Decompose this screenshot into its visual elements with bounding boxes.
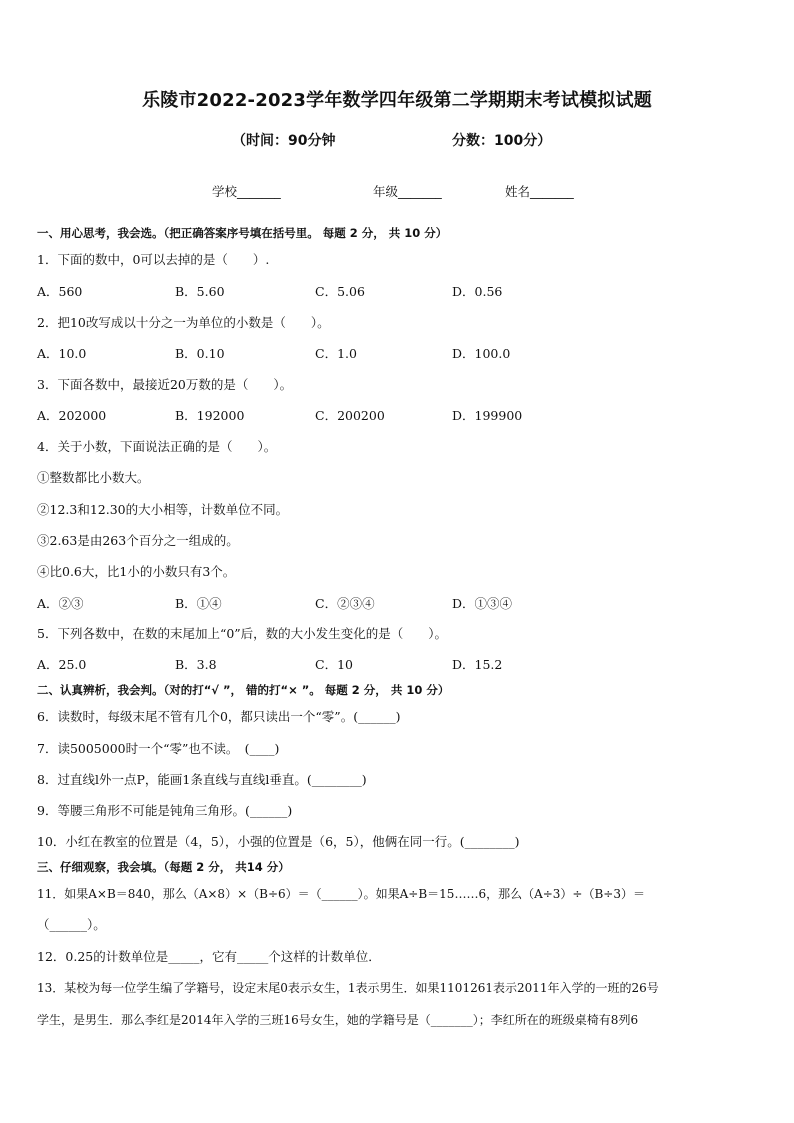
exam-score: 分数：100分） [452, 133, 552, 149]
school-field: 学校_______ [212, 184, 281, 199]
section-3-heading: 三、仔细观察，我会填。（每题 2 分， 共14 分） [37, 860, 290, 874]
q2-option-a: A．10.0 [37, 346, 87, 361]
section-2-heading: 二、认真辨析，我会判。（对的打“√ ”， 错的打“× ”。 每题 2 分， 共 10 分） [37, 683, 450, 697]
question-1: 1．下面的数中，0可以去掉的是（ ）. [37, 252, 270, 267]
question-11-line-2: （______）。 [37, 917, 106, 932]
q4-statement-2: ②12.3和12.30的大小相等，计数单位不同。 [37, 502, 289, 517]
q4-statement-4: ④比0.6大，比1小的小数只有3个。 [37, 564, 236, 579]
q3-option-b: B．192000 [175, 408, 245, 423]
question-11-line-1: 11．如果A×B＝840，那么（A×8）×（B÷6）＝（______）。如果A÷B＝15……6，那么（A÷3）÷（B÷3）＝ [37, 887, 645, 901]
q3-option-a: A．202000 [37, 408, 107, 423]
q1-option-d: D．0.56 [452, 284, 503, 299]
question-5: 5．下列各数中，在数的末尾加上“0”后，数的大小发生变化的是（ ）。 [37, 626, 447, 641]
question-12: 12．0.25的计数单位是_____，它有_____个这样的计数单位． [37, 949, 381, 964]
q4-statement-1: ①整数都比小数大。 [37, 470, 150, 485]
q2-option-c: C．1.0 [315, 346, 357, 361]
question-4: 4．关于小数，下面说法正确的是（ ）。 [37, 439, 277, 454]
grade-field: 年级_______ [373, 184, 442, 199]
q4-option-b: B．①④ [175, 596, 222, 611]
question-8: 8．过直线l外一点P，能画1条直线与直线l垂直。(________) [37, 772, 367, 787]
q1-option-a: A．560 [37, 284, 83, 299]
question-9: 9．等腰三角形不可能是钝角三角形。(______) [37, 803, 293, 818]
q1-option-b: B．5.60 [175, 284, 225, 299]
q4-option-c: C．②③④ [315, 596, 375, 611]
question-6: 6．读数时，每级末尾不管有几个0，都只读出一个“零”。(______) [37, 709, 401, 724]
q3-option-c: C．200200 [315, 408, 385, 423]
question-3: 3．下面各数中，最接近20万数的是（ ）。 [37, 377, 293, 392]
q3-option-d: D．199900 [452, 408, 523, 423]
question-10: 10．小红在教室的位置是（4，5），小强的位置是（6，5），他俩在同一行。(________) [37, 834, 520, 849]
q2-option-b: B．0.10 [175, 346, 225, 361]
question-13-line-1: 13．某校为每一位学生编了学籍号，设定末尾0表示女生，1表示男生．如果1101261表示2011年入学的一班的26号 [37, 981, 659, 995]
q5-option-a: A．25.0 [37, 657, 87, 672]
exam-time: （时间：90分钟 [232, 133, 336, 149]
question-7: 7．读5005000时一个“零”也不读。 (____) [37, 741, 280, 756]
q1-option-c: C．5.06 [315, 284, 365, 299]
question-13-line-2: 学生，是男生．那么李红是2014年入学的三班16号女生，她的学籍号是（_______）；李红所在的班级桌椅有8列6 [37, 1013, 639, 1027]
question-2: 2．把10改写成以十分之一为单位的小数是（ ）。 [37, 315, 330, 330]
q4-statement-3: ③2.63是由263个百分之一组成的。 [37, 533, 239, 548]
q4-option-a: A．②③ [37, 596, 84, 611]
q5-option-d: D．15.2 [452, 657, 503, 672]
name-field: 姓名_______ [505, 184, 574, 199]
page-title: 乐陵市2022-2023学年数学四年级第二学期期末考试模拟试题 [142, 90, 652, 111]
q5-option-c: C．10 [315, 657, 353, 672]
q5-option-b: B．3.8 [175, 657, 217, 672]
section-1-heading: 一、用心思考，我会选。（把正确答案序号填在括号里。 每题 2 分， 共 10 分） [37, 226, 448, 240]
q2-option-d: D．100.0 [452, 346, 511, 361]
q4-option-d: D．①③④ [452, 596, 513, 611]
